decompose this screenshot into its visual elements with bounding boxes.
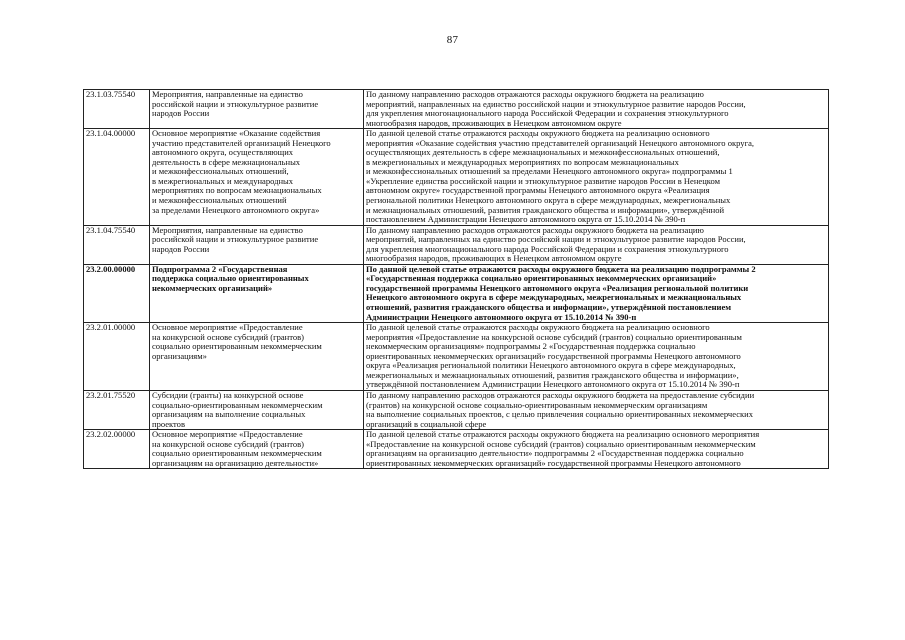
classification-table <box>83 89 829 469</box>
article-description-line: организациям на организацию деятельности» подпрограммы 2 «Государственная поддержка социально <box>366 448 744 459</box>
article-description-line: «Предоставление на конкурсной основе субсидий (грантов) социально ориентированным некоммерческим <box>366 438 756 449</box>
article-name-line: Основное мероприятие «Предоставление <box>152 429 303 440</box>
article-name-line: и межконфессиональных отношений <box>152 195 287 206</box>
article-description-line: мероприятий, направленных на единство российской нации и этнокультурное развитие народов России, <box>366 98 746 109</box>
table-row <box>84 90 829 129</box>
article-name-cell <box>150 90 364 129</box>
article-name-line: на конкурсной основе субсидий (грантов) <box>152 438 305 449</box>
article-name-line: некоммерческих организаций» <box>152 282 273 293</box>
article-description-line: По данной целевой статье отражаются расходы окружного бюджета на реализацию подпрограммы 2 <box>366 264 756 274</box>
article-description-line: «Государственная поддержка социально ориентированных некоммерческих организаций» <box>366 273 717 284</box>
article-description-cell <box>364 323 829 391</box>
target-article-code: 23.1.04.00000 <box>84 129 150 225</box>
article-description-line: мероприятия «Предоставление на конкурсной основе субсидий (грантов) социально ориентированным <box>366 331 742 342</box>
article-description-line: многообразия народов, проживающих в Ненецком автономном округе <box>366 253 622 264</box>
article-name-line: автономного округа, осуществляющих <box>152 147 294 158</box>
article-name-line: поддержка социально ориентированных <box>152 273 309 284</box>
article-description-line: отношений, развития гражданского общества и информации», утверждённой постановлением <box>366 302 732 313</box>
article-description-cell <box>364 390 829 429</box>
article-name-line: Субсидии (гранты) на конкурсной основе <box>152 390 304 400</box>
article-description-line: межрегиональных и межнациональных отношений, развития гражданского общества и информации», <box>366 369 739 380</box>
article-name-line: деятельность в сфере межнациональных <box>152 156 301 167</box>
article-name-line: Основное мероприятие «Предоставление <box>152 322 303 333</box>
article-description-line: в межрегиональных и международных мероприятиях по вопросам межнациональных <box>366 156 679 167</box>
target-article-code: 23.1.03.75540 <box>84 90 150 129</box>
article-description-line: утверждённой постановлением Администрации Ненецкого автономного округа от 15.10.2014 № 390-п <box>366 379 740 390</box>
article-description-line: многообразия народов, проживающих в Ненецком автономном округе <box>366 117 622 128</box>
article-description-line: (грантов) на конкурсной основе социально-ориентированным некоммерческим организациям <box>366 399 708 410</box>
article-description-line: мероприятия «Оказание содействия участию представителей организаций Ненецкого автономного округа, <box>366 137 755 148</box>
article-name-cell <box>150 390 364 429</box>
article-name-line: народов России <box>152 108 210 119</box>
article-name-line: и межконфессиональных отношений, <box>152 166 289 177</box>
article-name-line: российской нации и этнокультурное развитие <box>152 234 319 245</box>
article-name-line: социально ориентированным некоммерческим <box>152 448 322 459</box>
article-description-line: ориентированных некоммерческих организаций» государственной программы Ненецкого автономного <box>366 457 741 468</box>
table-row <box>84 390 829 429</box>
target-article-code: 23.2.01.00000 <box>84 323 150 391</box>
target-article-code: 23.2.00.00000 <box>84 264 150 322</box>
article-description-line: По данному направлению расходов отражаются расходы окружного бюджета на реализацию <box>366 89 704 99</box>
article-name-line: Мероприятия, направленные на единство <box>152 89 303 99</box>
article-name-line: организациям на выполнение социальных <box>152 409 306 420</box>
article-description-line: По данному направлению расходов отражаются расходы окружного бюджета на реализацию <box>366 225 704 235</box>
article-name-line: Мероприятия, направленные на единство <box>152 225 303 235</box>
article-name-line: в межрегиональных и международных <box>152 175 294 186</box>
article-description-line: «Укрепление единства российской нации и этнокультурное развитие народов России в Ненецком <box>366 175 721 186</box>
article-name-cell <box>150 430 364 469</box>
article-description-line: По данной целевой статье отражаются расходы окружного бюджета на реализацию основного мероприятия <box>366 429 760 440</box>
article-name-line: Подпрограмма 2 «Государственная <box>152 264 288 274</box>
article-description-line: и межнациональных отношений, развития гражданского общества и информации», утверждённой <box>366 204 725 215</box>
article-description-line: осуществляющих деятельность в сфере межнациональных и межконфессиональных отношений, <box>366 147 720 158</box>
target-article-code: 23.1.04.75540 <box>84 225 150 264</box>
article-description-line: По данному направлению расходов отражаются расходы окружного бюджета на предоставление субсидии <box>366 390 755 400</box>
article-name-line: проектов <box>152 418 185 429</box>
article-description-cell <box>364 90 829 129</box>
article-description-line: некоммерческим организациям» подпрограммы 2 «Государственная поддержка социально <box>366 341 696 352</box>
article-description-line: постановлением Администрации Ненецкого автономного округа от 15.10.2014 № 390-п <box>366 214 686 225</box>
article-name-line: на конкурсной основе субсидий (грантов) <box>152 331 305 342</box>
table-row <box>84 430 829 469</box>
article-description-line: ориентированных некоммерческих организаций» государственной программы Ненецкого автономного <box>366 350 741 361</box>
article-name-cell <box>150 323 364 391</box>
article-description-line: на выполнение социальных проектов, с целью привлечения социально ориентированных некоммерческих <box>366 409 754 420</box>
page-number: 87 <box>446 34 459 46</box>
article-description-cell <box>364 129 829 225</box>
article-description-line: для укрепления многонационального народа Российской Федерации и сохранения этнокультурного <box>366 108 729 119</box>
article-description-line: По данной целевой статье отражаются расходы окружного бюджета на реализацию основного <box>366 322 710 333</box>
target-article-code: 23.2.01.75520 <box>84 390 150 429</box>
article-name-line: социально ориентированным некоммерческим <box>152 341 322 352</box>
article-description-line: государственной программы Ненецкого автономного округа «Реализация региональной политики <box>366 282 749 293</box>
article-name-line: организациям на организацию деятельности» <box>152 457 319 468</box>
article-description-line: региональной политики Ненецкого автономного округа в сфере международных, межрегиональных <box>366 195 731 206</box>
article-description-line: Администрации Ненецкого автономного округа от 15.10.2014 № 390-п <box>366 311 637 322</box>
article-name-cell <box>150 225 364 264</box>
article-description-line: организаций в социальной сфере <box>366 418 487 429</box>
article-name-line: участию представителей организаций Ненецкого <box>152 137 331 148</box>
article-description-line: мероприятий, направленных на единство российской нации и этнокультурное развитие народов России, <box>366 234 746 245</box>
table-row <box>84 323 829 391</box>
article-name-line: российской нации и этнокультурное развитие <box>152 98 319 109</box>
article-description-cell <box>364 225 829 264</box>
article-name-line: социально-ориентированным некоммерческим <box>152 399 323 410</box>
article-name-line: организациям» <box>152 350 207 361</box>
article-name-cell <box>150 264 364 322</box>
table-row <box>84 264 829 322</box>
target-article-code: 23.2.02.00000 <box>84 430 150 469</box>
article-description-cell <box>364 430 829 469</box>
article-name-line: мероприятиях по вопросам межнациональных <box>152 185 322 196</box>
table-row <box>84 225 829 264</box>
article-description-line: автономном округе» государственной программы Ненецкого автономного округа «Реализация <box>366 185 710 196</box>
table-row <box>84 129 829 225</box>
article-name-cell <box>150 129 364 225</box>
article-description-line: для укрепления многонационального народа Российской Федерации и сохранения этнокультурного <box>366 243 729 254</box>
article-description-line: Ненецкого автономного округа в сфере международных, межрегиональных и межнациональных <box>366 292 742 303</box>
article-description-cell <box>364 264 829 322</box>
article-name-line: народов России <box>152 243 210 254</box>
article-name-line: Основное мероприятие «Оказание содействия <box>152 128 321 139</box>
article-name-line: за пределами Ненецкого автономного округа» <box>152 204 320 215</box>
article-description-line: По данной целевой статье отражаются расходы окружного бюджета на реализацию основного <box>366 128 710 139</box>
article-description-line: и межконфессиональных отношений за пределами Ненецкого автономного округа» подпрограммы 1 <box>366 166 733 177</box>
article-description-line: округа «Реализация региональной политики Ненецкого автономного округа в сфере международных, <box>366 360 736 371</box>
